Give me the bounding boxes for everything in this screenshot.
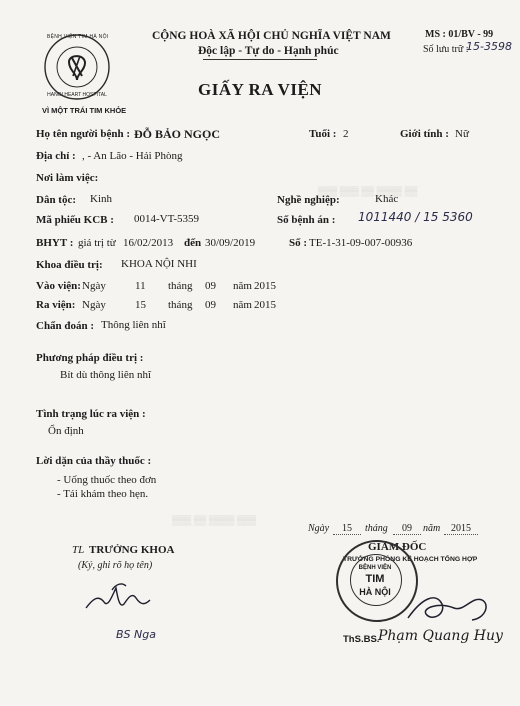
kcb-value: 0014-VT-5359: [134, 213, 199, 225]
bhyt-label: BHYT :: [36, 237, 74, 249]
discharge-status-label: Tình trạng lúc ra viện :: [36, 408, 146, 420]
treatment-value: Bít dù thông liên nhĩ: [60, 369, 152, 381]
republic-heading: CỘNG HOÀ XÃ HỘI CHỦ NGHĨA VIỆT NAM: [152, 30, 391, 42]
age-value: 2: [343, 128, 349, 140]
sign-date-day: 15: [333, 523, 361, 535]
director-signature-icon: [402, 588, 502, 628]
head-of-department-title: TRƯỞNG KHOA: [89, 544, 175, 556]
bhyt-from: 16/02/2013: [123, 237, 174, 249]
bleed-through-text: ▒▒▒ ▒▒▒ ▒▒ ▒▒▒▒ ▒▒: [318, 186, 418, 196]
ethnicity-value: Kinh: [90, 193, 112, 205]
archive-value: 15-3598: [466, 40, 512, 53]
stamp-ring-text: BỆNH VIỆN: [358, 565, 392, 571]
national-motto: Độc lập - Tự do - Hạnh phúc: [198, 45, 339, 57]
discharge-day-word: Ngày: [82, 299, 106, 311]
stamp-center-line-1: TIM: [365, 573, 385, 585]
discharge-label: Ra viện:: [36, 299, 76, 311]
address-value: , - An Lão - Hải Phòng: [82, 150, 183, 162]
hospital-slogan: VÌ MỘT TRÁI TIM KHỎE: [42, 106, 127, 115]
diagnosis-value: Thông liên nhĩ: [101, 319, 166, 331]
bhyt-number: TE-1-31-09-007-00936: [309, 237, 413, 249]
address-label: Địa chỉ :: [36, 150, 76, 162]
treatment-label: Phương pháp điều trị :: [36, 352, 144, 364]
director-title: GIÁM ĐỐC: [368, 541, 427, 553]
logo-ring-bottom-text: HANOI HEART HOSPITAL: [47, 92, 107, 98]
stamp-center-line-2: HÀ NỘI: [359, 587, 391, 597]
director-degree: ThS.BS.: [343, 634, 380, 645]
bhyt-number-label: Số :: [289, 237, 308, 249]
record-value: 1011440 / 15 5360: [358, 210, 473, 224]
admission-month: 09: [205, 280, 216, 292]
gender-label: Giới tính :: [400, 128, 449, 140]
sign-instruction: (Ký, ghi rõ họ tên): [78, 560, 153, 571]
admission-day-word: Ngày: [82, 280, 106, 292]
patient-name-value: ĐỖ BẢO NGỌC: [134, 127, 221, 141]
admission-day: 11: [135, 280, 146, 292]
advice-item: - Tái khám theo hẹn.: [57, 488, 149, 500]
archive-label: Số lưu trữ :: [423, 44, 469, 55]
occupation-label: Nghề nghiệp:: [277, 194, 340, 206]
document-title: GIẤY RA VIỆN: [198, 80, 323, 99]
department-value: KHOA NỘI NHI: [121, 258, 197, 270]
discharge-status-value: Ổn định: [48, 425, 84, 437]
sign-date-month-word: tháng: [365, 523, 388, 534]
logo-ring-top-text: BỆNH VIỆN TIM HÀ NỘI: [47, 34, 109, 40]
diagnosis-label: Chẩn đoán :: [36, 320, 95, 332]
admission-month-word: tháng: [168, 280, 193, 292]
head-prefix: TL: [72, 544, 85, 556]
discharge-year: 2015: [254, 299, 276, 311]
motto-underline: [203, 59, 317, 60]
kcb-label: Mã phiếu KCB :: [36, 214, 114, 226]
bhyt-to: 30/09/2019: [205, 237, 256, 249]
admission-year-word: năm: [233, 280, 252, 292]
discharge-month-word: tháng: [168, 299, 193, 311]
record-label: Số bệnh án :: [277, 214, 336, 226]
bleed-through-text: ▒▒▒ ▒▒ ▒▒▒▒ ▒▒▒: [172, 515, 257, 525]
head-signature-icon: [82, 578, 172, 616]
doctor-advice-label: Lời dặn của thầy thuốc :: [36, 455, 152, 467]
sign-date-year-word: năm: [423, 523, 441, 534]
discharge-year-word: năm: [233, 299, 252, 311]
occupation-value: Khác: [375, 193, 399, 205]
patient-name-label: Họ tên người bệnh :: [36, 128, 130, 140]
bhyt-to-label: đến: [184, 237, 202, 249]
discharge-month: 09: [205, 299, 216, 311]
form-code: MS : 01/BV - 99: [425, 29, 494, 40]
director-subtitle: TRƯỞNG PHÒNG KẾ HOẠCH TỔNG HỢP: [343, 556, 478, 563]
sign-date-day-word: Ngày: [308, 523, 330, 534]
gender-value: Nữ: [455, 128, 469, 140]
discharge-day: 15: [135, 299, 146, 311]
department-label: Khoa điều trị:: [36, 259, 103, 271]
sign-date-year: 2015: [444, 523, 478, 535]
head-signature-name: BS Nga: [116, 628, 156, 641]
sign-date-month: 09: [393, 523, 421, 535]
age-label: Tuổi :: [309, 128, 337, 140]
admission-label: Vào viện:: [36, 280, 81, 292]
ethnicity-label: Dân tộc:: [36, 194, 77, 206]
director-name: Phạm Quang Huy: [378, 628, 503, 644]
workplace-label: Nơi làm việc:: [36, 172, 99, 184]
advice-item: - Uống thuốc theo đơn: [57, 474, 157, 486]
admission-year: 2015: [254, 280, 276, 292]
bhyt-valid-label: giá trị từ: [78, 237, 116, 249]
